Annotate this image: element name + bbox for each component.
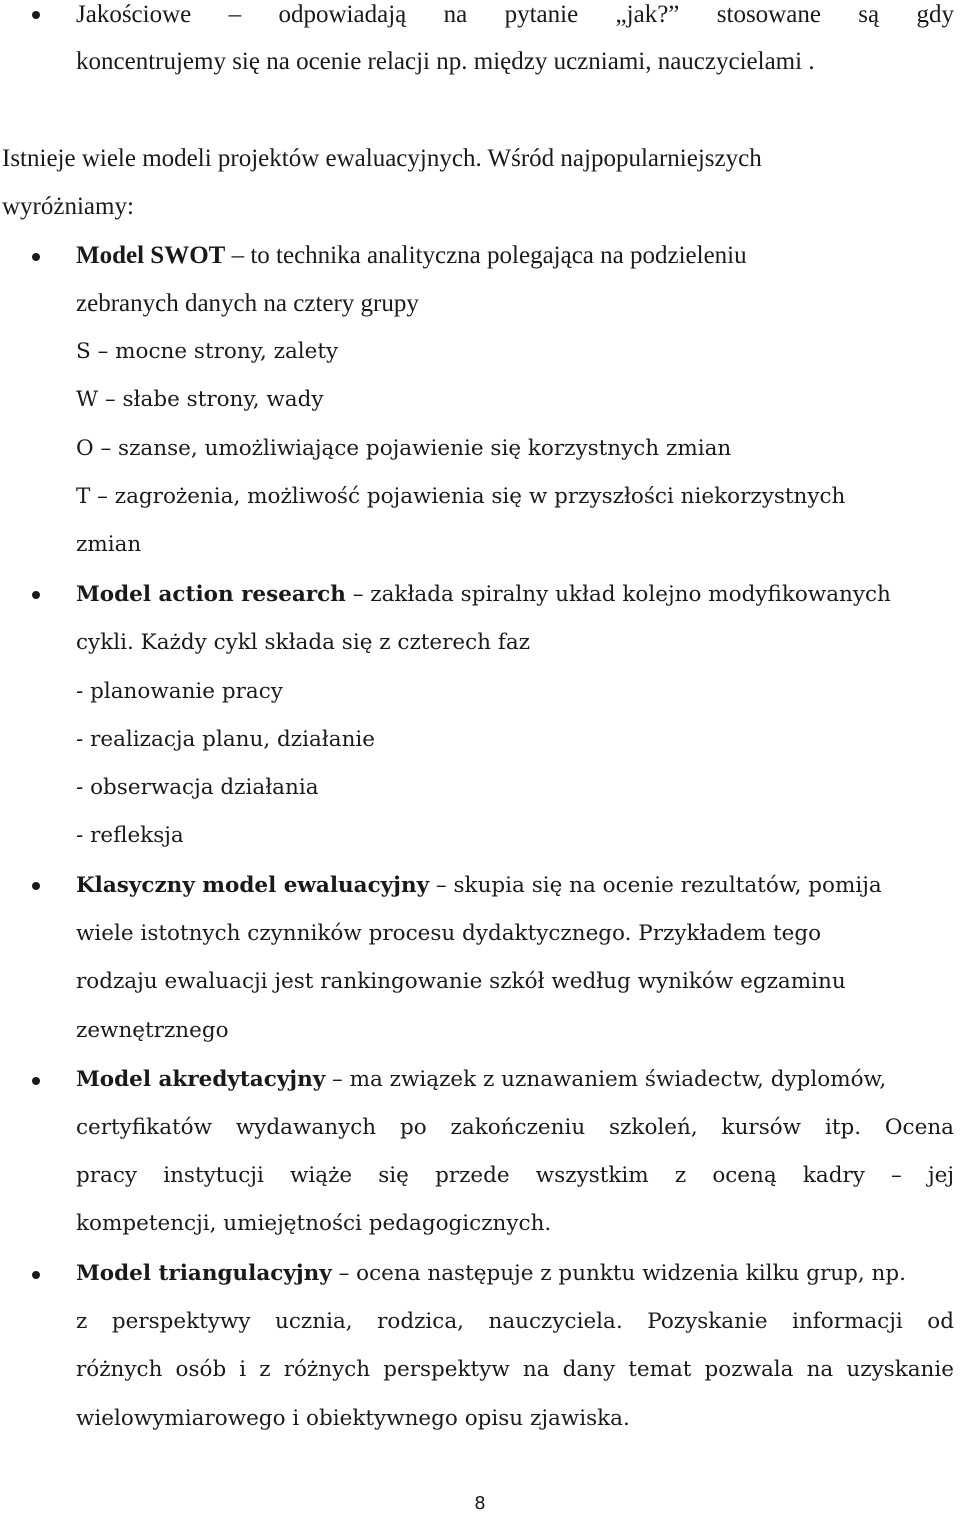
triang-line-4: wielowymiarowego i obiektywnego opisu zjawiska. [76,1406,630,1431]
action-phase-3: - obserwacja działania [76,775,319,800]
action-phase-4: - refleksja [76,823,184,848]
action-term: Model action research [76,582,346,607]
action-phase-1: - planowanie pracy [76,679,283,704]
swot-opportunities: O – szanse, umożliwiające pojawienie się korzystnych zmian [76,436,732,461]
swot-threats-line-2: zmian [76,532,142,557]
bullet-icon [32,591,40,599]
action-line-2: cykli. Każdy cykl składa się z czterech faz [76,630,530,655]
classic-definition: – skupia się na ocenie rezultatów, pomija [429,873,882,898]
accred-term: Model akredytacyjny [76,1067,326,1092]
swot-weaknesses: W – słabe strony, wady [76,387,324,412]
accred-line-4: kompetencji, umiejętności pedagogicznych. [76,1211,552,1236]
accred-definition: – ma związek z uznawaniem świadectw, dyplomów, [325,1067,887,1092]
accred-line-1 [76,1065,886,1095]
classic-term: Klasyczny model ewaluacyjny [76,873,430,898]
qualitative-line-2: koncentrujemy się na ocenie relacji np. między uczniami, nauczycielami . [76,48,815,75]
action-phase-2: - realizacja planu, działanie [76,727,376,752]
classic-line-2: wiele istotnych czynników procesu dydaktycznego. Przykładem tego [76,921,822,946]
classic-line-3: rodzaju ewaluacji jest rankingowanie szkół według wyników egzaminu [76,969,846,994]
triang-line-3: różnych osób i z różnych perspektyw na dany temat pozwala na uzyskanie [76,1357,954,1382]
swot-definition: – to technika analityczna polegająca na podzieleniu [225,242,747,269]
swot-strengths: S – mocne strony, zalety [76,339,339,364]
action-line-1 [76,580,891,610]
classic-line-1 [76,871,882,901]
triang-line-1 [76,1259,906,1289]
bullet-icon [32,11,40,19]
swot-threats-line-1: T – zagrożenia, możliwość pojawienia się w przyszłości niekorzystnych [76,484,846,509]
intro-line-1: Istnieje wiele modeli projektów ewaluacyjnych. Wśród najpopularniejszych [2,145,762,172]
bullet-icon [32,253,40,261]
action-definition: – zakłada spiralny układ kolejno modyfikowanych [345,582,891,607]
triang-definition: – ocena następuje z punktu widzenia kilku grup, np. [331,1261,906,1286]
intro-line-2: wyróżniamy: [2,193,134,220]
swot-line-1 [76,241,747,271]
classic-line-4: zewnętrznego [76,1018,229,1043]
swot-term: Model SWOT [76,242,226,269]
bullet-icon [32,1077,40,1085]
triang-term: Model triangulacyjny [76,1261,332,1286]
accred-line-2: certyfikatów wydawanych po zakończeniu szkoleń, kursów itp. Ocena [76,1115,954,1140]
qualitative-line-1: Jakościowe – odpowiadają na pytanie „jak?” stosowane są gdy [76,1,954,28]
triang-line-2: z perspektywy ucznia, rodzica, nauczyciela. Pozyskanie informacji od [76,1309,954,1334]
swot-line-2: zebranych danych na cztery grupy [76,290,419,317]
page-number: 8 [474,1493,486,1514]
bullet-icon [32,882,40,890]
bullet-icon [32,1271,40,1279]
accred-line-3: pracy instytucji wiąże się przede wszystkim z oceną kadry – jej [76,1163,954,1188]
